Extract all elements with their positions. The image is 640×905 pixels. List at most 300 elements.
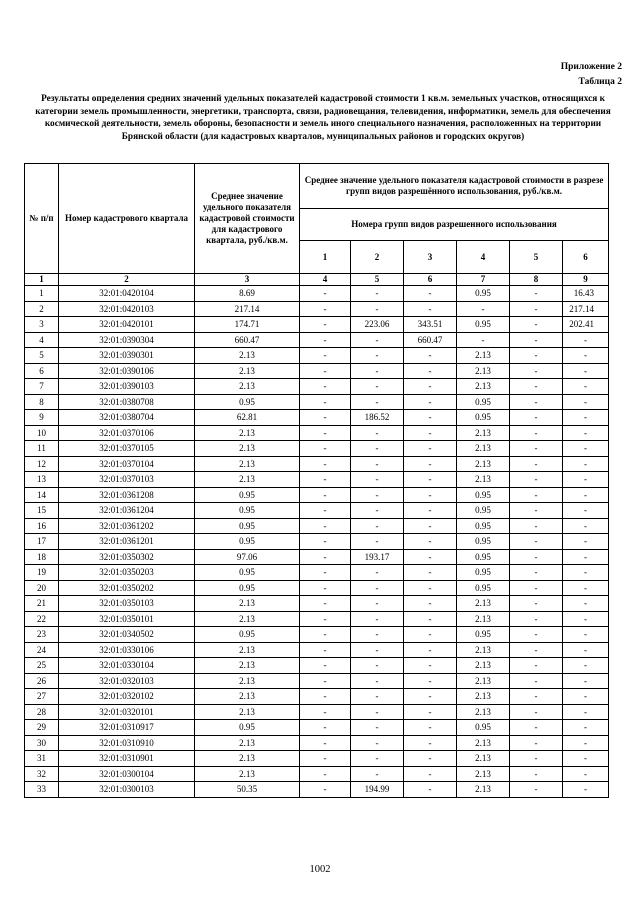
table-cell: 17: [25, 534, 59, 550]
table-cell: 32:01:0390106: [59, 363, 195, 379]
table-cell: 2.13: [457, 611, 510, 627]
table-cell: -: [404, 611, 457, 627]
table-cell: 32:01:0320102: [59, 689, 195, 705]
table-cell: -: [351, 704, 404, 720]
table-cell: 32:01:0350103: [59, 596, 195, 612]
table-cell: -: [404, 596, 457, 612]
table-cell: 30: [25, 735, 59, 751]
table-cell: 2.13: [457, 735, 510, 751]
header-col-number: № п/п: [25, 164, 59, 274]
table-cell: -: [300, 735, 351, 751]
column-index: 1: [25, 274, 59, 286]
table-cell: 2.13: [457, 441, 510, 457]
appendix-label: Приложение 2: [560, 62, 622, 72]
table-cell: -: [300, 627, 351, 643]
table-cell: -: [563, 580, 609, 596]
table-cell: 2.13: [457, 658, 510, 674]
table-cell: -: [510, 286, 563, 302]
table-cell: 32:01:0420104: [59, 286, 195, 302]
table-cell: -: [404, 534, 457, 550]
table-cell: -: [404, 348, 457, 364]
table-cell: 25: [25, 658, 59, 674]
table-cell: 32:01:0361201: [59, 534, 195, 550]
table-cell: -: [351, 580, 404, 596]
table-cell: -: [351, 751, 404, 767]
table-cell: 33: [25, 782, 59, 798]
table-cell: -: [563, 456, 609, 472]
table-cell: 32:01:0310901: [59, 751, 195, 767]
table-cell: -: [563, 332, 609, 348]
table-cell: -: [510, 394, 563, 410]
table-cell: -: [300, 410, 351, 426]
table-cell: 2.13: [195, 673, 300, 689]
table-row: [25, 379, 609, 395]
table-cell: -: [563, 704, 609, 720]
table-cell: -: [563, 627, 609, 643]
appendix-header: [561, 60, 622, 90]
table-cell: -: [510, 379, 563, 395]
table-cell: 0.95: [195, 503, 300, 519]
table-cell: -: [300, 332, 351, 348]
table-cell: 0.95: [457, 286, 510, 302]
header-groups-title: Среднее значение удельного показателя кадастровой стоимости в разрезе групп видов разрешённого использования, руб./кв.м.: [300, 164, 609, 209]
table-cell: 2.13: [195, 642, 300, 658]
table-row: [25, 317, 609, 333]
table-cell: -: [404, 441, 457, 457]
table-row: [25, 518, 609, 534]
table-cell: 32:01:0390103: [59, 379, 195, 395]
table-cell: 223.06: [351, 317, 404, 333]
table-cell: -: [563, 363, 609, 379]
table-row: [25, 549, 609, 565]
table-cell: 2.13: [457, 425, 510, 441]
table-cell: 32:01:0380704: [59, 410, 195, 426]
table-cell: -: [351, 534, 404, 550]
table-cell: -: [404, 410, 457, 426]
table-cell: 2.13: [457, 596, 510, 612]
table-cell: -: [300, 596, 351, 612]
table-cell: 343.51: [404, 317, 457, 333]
table-label: Таблица 2: [578, 77, 622, 87]
table-cell: -: [300, 565, 351, 581]
table-cell: 32:01:0300103: [59, 782, 195, 798]
table-cell: -: [300, 301, 351, 317]
table-row: [25, 689, 609, 705]
table-cell: -: [300, 673, 351, 689]
table-cell: -: [404, 673, 457, 689]
table-row: [25, 627, 609, 643]
table-cell: -: [351, 503, 404, 519]
table-cell: 0.95: [195, 534, 300, 550]
table-cell: 4: [25, 332, 59, 348]
table-cell: -: [563, 673, 609, 689]
table-row: [25, 441, 609, 457]
table-cell: 32:01:0390301: [59, 348, 195, 364]
table-row: [25, 766, 609, 782]
table-cell: 660.47: [195, 332, 300, 348]
table-cell: 0.95: [457, 627, 510, 643]
document-title: Результаты определения средних значений удельных показателей кадастровой стоимости 1 кв.м. земельных участков, относящихся к категории земель промышленности, энергетики, транспорта, связи, радиовещания, телевидения, информатики, земель для обеспечения космической деятельности, земель обороны, безопасности и земель иного специального назначения, расположенных на территории Брянской области (для кадастровых кварталов, муниципальных районов и городских округов): [35, 94, 611, 142]
table-cell: 2.13: [457, 379, 510, 395]
table-row: [25, 611, 609, 627]
table-cell: -: [300, 379, 351, 395]
table-cell: -: [510, 441, 563, 457]
table-cell: 202.41: [563, 317, 609, 333]
table-cell: -: [351, 301, 404, 317]
table-cell: -: [404, 704, 457, 720]
table-cell: -: [510, 456, 563, 472]
table-cell: -: [351, 627, 404, 643]
table-row: [25, 658, 609, 674]
table-cell: -: [404, 689, 457, 705]
table-cell: -: [563, 782, 609, 798]
table-cell: 32:01:0350203: [59, 565, 195, 581]
table-cell: -: [510, 317, 563, 333]
table-row: [25, 286, 609, 302]
table-row: [25, 782, 609, 798]
table-cell: 11: [25, 441, 59, 457]
table-cell: 32:01:0330106: [59, 642, 195, 658]
table-cell: -: [351, 658, 404, 674]
table-cell: -: [563, 379, 609, 395]
table-cell: -: [300, 720, 351, 736]
table-cell: -: [351, 689, 404, 705]
table-cell: -: [351, 379, 404, 395]
table-cell: 2.13: [195, 751, 300, 767]
table-cell: -: [510, 735, 563, 751]
table-cell: 22: [25, 611, 59, 627]
table-row: [25, 751, 609, 767]
table-cell: 2.13: [457, 456, 510, 472]
table-cell: 2.13: [195, 596, 300, 612]
header-group-number: 3: [404, 241, 457, 274]
table-cell: -: [300, 363, 351, 379]
table-row: [25, 704, 609, 720]
table-cell: -: [300, 766, 351, 782]
table-cell: -: [563, 410, 609, 426]
table-cell: -: [510, 627, 563, 643]
table-cell: 9: [25, 410, 59, 426]
table-row: [25, 394, 609, 410]
header-group-number: 4: [457, 241, 510, 274]
table-cell: -: [563, 503, 609, 519]
table-cell: -: [300, 689, 351, 705]
table-cell: 2.13: [457, 472, 510, 488]
table-cell: 174.71: [195, 317, 300, 333]
table-cell: 0.95: [457, 503, 510, 519]
table-row: [25, 596, 609, 612]
table-cell: -: [351, 487, 404, 503]
table-cell: 14: [25, 487, 59, 503]
table-cell: 21: [25, 596, 59, 612]
table-cell: -: [300, 658, 351, 674]
table-cell: -: [563, 642, 609, 658]
table-cell: -: [510, 658, 563, 674]
table-cell: 50.35: [195, 782, 300, 798]
table-row: [25, 720, 609, 736]
table-cell: -: [563, 596, 609, 612]
table-cell: 2.13: [195, 689, 300, 705]
table-cell: -: [351, 518, 404, 534]
table-cell: -: [510, 596, 563, 612]
table-cell: -: [351, 286, 404, 302]
table-cell: -: [510, 565, 563, 581]
header-col-quarter: Номер кадастрового квартала: [59, 164, 195, 274]
table-cell: -: [404, 766, 457, 782]
table-cell: 32:01:0361202: [59, 518, 195, 534]
table-cell: 13: [25, 472, 59, 488]
table-cell: 32: [25, 766, 59, 782]
column-index: 2: [59, 274, 195, 286]
table-row: [25, 425, 609, 441]
table-row: [25, 735, 609, 751]
table-cell: 2.13: [195, 456, 300, 472]
table-cell: -: [510, 720, 563, 736]
table-cell: 32:01:0390304: [59, 332, 195, 348]
table-cell: 2.13: [195, 348, 300, 364]
table-row: [25, 363, 609, 379]
table-row: [25, 565, 609, 581]
table-cell: -: [351, 735, 404, 751]
table-cell: 0.95: [457, 565, 510, 581]
table-row: [25, 332, 609, 348]
table-row: [25, 410, 609, 426]
table-cell: 32:01:0320103: [59, 673, 195, 689]
table-cell: 2.13: [195, 611, 300, 627]
table-cell: -: [404, 301, 457, 317]
table-cell: -: [404, 503, 457, 519]
table-cell: 2.13: [457, 704, 510, 720]
header-group-number: 6: [563, 241, 609, 274]
table-row: [25, 348, 609, 364]
table-cell: -: [404, 472, 457, 488]
table-cell: -: [563, 425, 609, 441]
table-cell: -: [351, 441, 404, 457]
table-cell: -: [563, 441, 609, 457]
table-cell: -: [510, 549, 563, 565]
table-cell: 2.13: [195, 379, 300, 395]
table-row: [25, 472, 609, 488]
table-cell: 2.13: [195, 425, 300, 441]
table-cell: -: [300, 286, 351, 302]
table-cell: 6: [25, 363, 59, 379]
table-cell: 20: [25, 580, 59, 596]
table-cell: -: [300, 487, 351, 503]
table-cell: 26: [25, 673, 59, 689]
table-cell: -: [563, 472, 609, 488]
table-cell: 32:01:0420103: [59, 301, 195, 317]
header-group-number: 2: [351, 241, 404, 274]
table-cell: 2.13: [195, 735, 300, 751]
table-cell: 0.95: [457, 580, 510, 596]
table-cell: -: [563, 518, 609, 534]
table-cell: -: [404, 580, 457, 596]
table-cell: -: [510, 363, 563, 379]
table-cell: 32:01:0420101: [59, 317, 195, 333]
table-cell: 32:01:0350101: [59, 611, 195, 627]
table-cell: 32:01:0340502: [59, 627, 195, 643]
table-cell: 24: [25, 642, 59, 658]
table-cell: -: [510, 487, 563, 503]
table-cell: 2.13: [457, 782, 510, 798]
table-cell: -: [351, 766, 404, 782]
table-cell: 0.95: [457, 317, 510, 333]
table-cell: -: [404, 286, 457, 302]
column-index: 9: [563, 274, 609, 286]
column-index: 5: [351, 274, 404, 286]
table-cell: 193.17: [351, 549, 404, 565]
table-cell: 32:01:0361208: [59, 487, 195, 503]
table-cell: -: [510, 751, 563, 767]
table-cell: 97.06: [195, 549, 300, 565]
table-cell: -: [510, 332, 563, 348]
table-cell: 32:01:0370103: [59, 472, 195, 488]
table-cell: -: [457, 301, 510, 317]
table-cell: 18: [25, 549, 59, 565]
column-index: 7: [457, 274, 510, 286]
table-cell: 5: [25, 348, 59, 364]
table-cell: -: [300, 782, 351, 798]
table-cell: 186.52: [351, 410, 404, 426]
table-cell: -: [351, 456, 404, 472]
table-cell: 2: [25, 301, 59, 317]
table-cell: 660.47: [404, 332, 457, 348]
table-cell: -: [510, 580, 563, 596]
table-cell: -: [351, 472, 404, 488]
table-cell: -: [300, 704, 351, 720]
table-cell: -: [404, 565, 457, 581]
table-cell: 8.69: [195, 286, 300, 302]
table-cell: -: [300, 425, 351, 441]
table-cell: 0.95: [457, 534, 510, 550]
table-row: [25, 487, 609, 503]
table-cell: -: [510, 301, 563, 317]
table-cell: 217.14: [195, 301, 300, 317]
table-cell: 32:01:0380708: [59, 394, 195, 410]
table-cell: -: [404, 425, 457, 441]
table-cell: -: [510, 518, 563, 534]
table-row: [25, 503, 609, 519]
header-col-average: Среднее значение удельного показателя кадастровой стоимости для кадастрового квартала, руб./кв.м.: [195, 164, 300, 274]
table-cell: -: [300, 642, 351, 658]
column-index: 6: [404, 274, 457, 286]
table-cell: -: [300, 751, 351, 767]
table-cell: -: [404, 658, 457, 674]
table-cell: 194.99: [351, 782, 404, 798]
table-cell: 32:01:0310910: [59, 735, 195, 751]
table-cell: -: [563, 766, 609, 782]
table-cell: -: [510, 766, 563, 782]
table-cell: 32:01:0320101: [59, 704, 195, 720]
table-cell: 28: [25, 704, 59, 720]
table-cell: 2.13: [195, 472, 300, 488]
header-group-number: 1: [300, 241, 351, 274]
table-cell: -: [404, 735, 457, 751]
table-cell: 19: [25, 565, 59, 581]
table-cell: -: [510, 534, 563, 550]
table-cell: 2.13: [195, 704, 300, 720]
table-cell: 32:01:0300104: [59, 766, 195, 782]
table-cell: -: [404, 782, 457, 798]
table-row: [25, 456, 609, 472]
table-cell: -: [351, 348, 404, 364]
table-cell: -: [563, 549, 609, 565]
table-cell: -: [300, 611, 351, 627]
table-cell: -: [404, 627, 457, 643]
table-cell: -: [404, 487, 457, 503]
table-cell: 2.13: [195, 441, 300, 457]
table-cell: -: [563, 720, 609, 736]
table-cell: -: [351, 642, 404, 658]
table-cell: 32:01:0370104: [59, 456, 195, 472]
table-cell: -: [351, 611, 404, 627]
table-cell: 2.13: [195, 363, 300, 379]
table-cell: -: [300, 317, 351, 333]
table-cell: 0.95: [457, 518, 510, 534]
table-cell: 32:01:0350202: [59, 580, 195, 596]
table-cell: 32:01:0361204: [59, 503, 195, 519]
table-cell: -: [300, 441, 351, 457]
table-cell: 23: [25, 627, 59, 643]
table-cell: -: [563, 658, 609, 674]
table-cell: -: [563, 348, 609, 364]
table-cell: 32:01:0370105: [59, 441, 195, 457]
table-cell: -: [563, 487, 609, 503]
table-cell: 32:01:0330104: [59, 658, 195, 674]
table-cell: 0.95: [195, 394, 300, 410]
table-cell: -: [404, 394, 457, 410]
table-cell: -: [404, 751, 457, 767]
table-cell: -: [563, 689, 609, 705]
table-row: [25, 642, 609, 658]
table-cell: -: [510, 611, 563, 627]
table-cell: 12: [25, 456, 59, 472]
table-cell: -: [351, 565, 404, 581]
table-cell: -: [404, 456, 457, 472]
table-cell: -: [563, 534, 609, 550]
table-cell: -: [563, 394, 609, 410]
table-cell: 29: [25, 720, 59, 736]
table-cell: 2.13: [457, 673, 510, 689]
column-index: 8: [510, 274, 563, 286]
table-cell: -: [300, 503, 351, 519]
table-cell: -: [300, 394, 351, 410]
table-cell: 217.14: [563, 301, 609, 317]
table-cell: 0.95: [195, 627, 300, 643]
table-cell: -: [300, 580, 351, 596]
table-cell: 32:01:0370106: [59, 425, 195, 441]
table-cell: 16.43: [563, 286, 609, 302]
table-cell: -: [510, 410, 563, 426]
table-cell: 2.13: [195, 766, 300, 782]
table-row: [25, 301, 609, 317]
table-cell: -: [563, 735, 609, 751]
table-cell: -: [404, 720, 457, 736]
table-cell: 2.13: [457, 689, 510, 705]
table-cell: 7: [25, 379, 59, 395]
table-cell: 27: [25, 689, 59, 705]
table-cell: -: [404, 379, 457, 395]
table-cell: 2.13: [457, 363, 510, 379]
table-cell: -: [510, 503, 563, 519]
table-cell: -: [404, 642, 457, 658]
table-cell: -: [510, 425, 563, 441]
table-cell: 0.95: [195, 487, 300, 503]
table-cell: -: [351, 332, 404, 348]
table-cell: -: [510, 348, 563, 364]
table-cell: -: [300, 549, 351, 565]
table-row: [25, 534, 609, 550]
